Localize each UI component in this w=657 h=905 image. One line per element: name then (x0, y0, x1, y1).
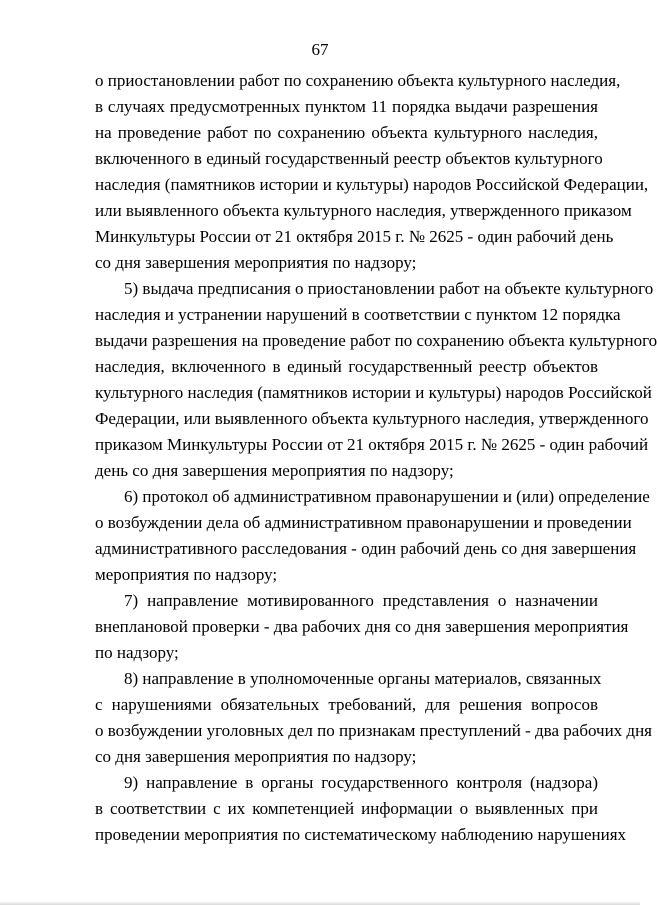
text-line: 7) направление мотивированного представления о назначении (124, 591, 598, 610)
text-line: Федерации, или выявленного объекта культурного наследия, утвержденного (95, 409, 649, 428)
text-line: 9) направление в органы государственного контроля (надзора) (124, 773, 598, 792)
paragraph-item-7 (95, 588, 629, 666)
text-line: включенного в единый государственный реестр объектов культурного (95, 149, 603, 168)
text-line: или выявленного объекта культурного наследия, утвержденного приказом (95, 201, 632, 220)
text-line: со дня завершения мероприятия по надзору; (95, 747, 417, 766)
paragraph-item-8 (95, 666, 652, 770)
text-line: в соответствии с их компетенцией информации о выявленных при (95, 799, 598, 818)
text-line: на проведение работ по сохранению объекта культурного наследия, (95, 123, 598, 142)
paragraph-continuation (95, 68, 649, 276)
text-line: 8) направление в уполномоченные органы материалов, связанных (124, 669, 602, 688)
text-line: культурного наследия (памятников истории и культуры) народов Российской (95, 383, 652, 402)
text-line: наследия, включенного в единый государственный реестр объектов (95, 357, 598, 376)
text-line: приказом Минкультуры России от 21 октября 2015 г. № 2625 - один рабочий (95, 435, 649, 454)
text-line: о возбуждении дела об административном правонарушении и проведении (95, 513, 632, 532)
text-line: 6) протокол об административном правонарушении и (или) определение (124, 487, 650, 506)
page-number: 67 (311, 40, 329, 59)
document-body (95, 68, 657, 848)
text-line: Минкультуры России от 21 октября 2015 г. № 2625 - один рабочий день (95, 227, 614, 246)
text-line: проведении мероприятия по систематическому наблюдению нарушениях (95, 825, 627, 844)
text-line: наследия (памятников истории и культуры) народов Российской Федерации, (95, 175, 649, 194)
text-line: по надзору; (95, 643, 179, 662)
text-line: 5) выдача предписания о приостановлении работ на объекте культурного (124, 279, 654, 298)
text-line: внеплановой проверки - два рабочих дня со дня завершения мероприятия (95, 617, 629, 636)
text-line: с нарушениями обязательных требований, для решения вопросов (95, 695, 598, 714)
text-line: наследия и устранении нарушений в соответствии с пунктом 12 порядка (95, 305, 621, 324)
text-line: в случаях предусмотренных пунктом 11 порядка выдачи разрешения (95, 97, 598, 116)
text-line: о приостановлении работ по сохранению объекта культурного наследия, (95, 71, 621, 90)
text-line: день со дня завершения мероприятия по надзору; (95, 461, 454, 480)
paragraph-item-6 (95, 484, 650, 588)
text-line: о возбуждении уголовных дел по признакам преступлений - два рабочих дня (95, 721, 652, 740)
page-bottom-edge (0, 901, 640, 905)
paragraph-item-5 (95, 276, 657, 484)
text-line: административного расследования - один рабочий день со дня завершения (95, 539, 637, 558)
paragraph-item-9 (95, 770, 627, 848)
text-line: мероприятия по надзору; (95, 565, 278, 584)
text-line: со дня завершения мероприятия по надзору; (95, 253, 417, 272)
text-line: выдачи разрешения на проведение работ по сохранению объекта культурного (95, 331, 657, 350)
